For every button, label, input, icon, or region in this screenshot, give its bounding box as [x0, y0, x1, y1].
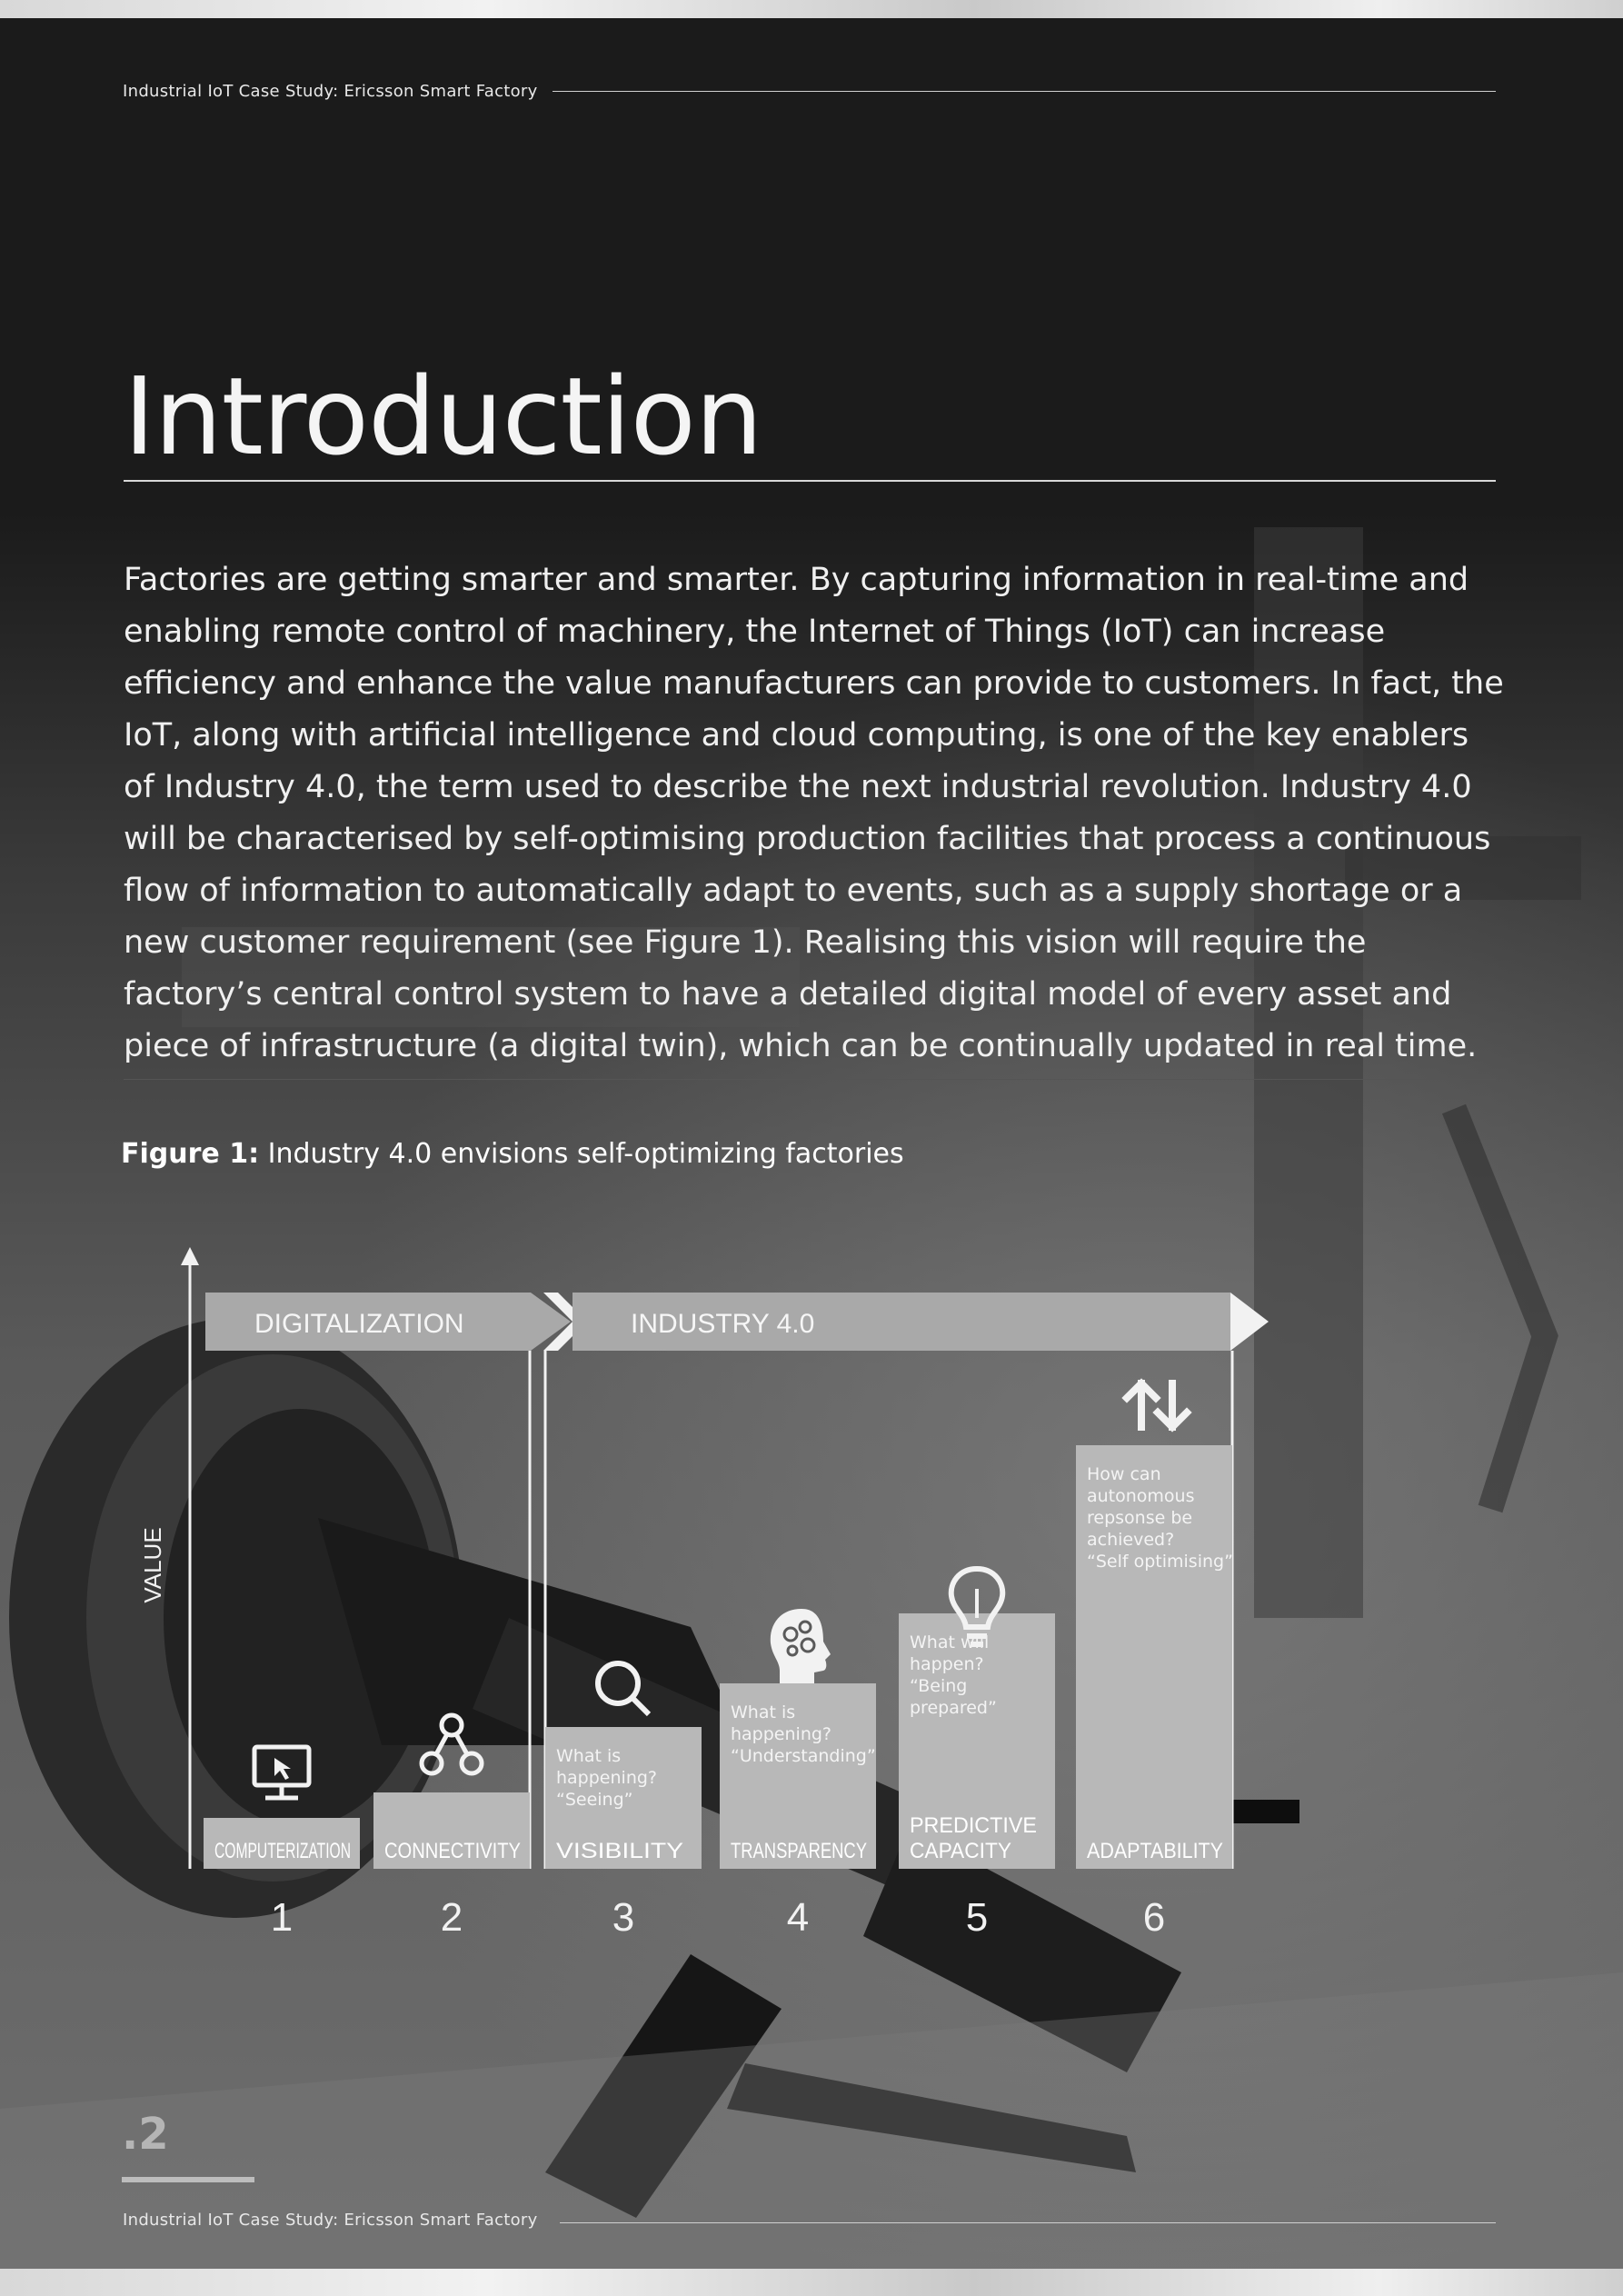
- stage-question-4: What is: [731, 1702, 796, 1722]
- up-down-arrows-icon: [1127, 1383, 1187, 1427]
- stage-number-6: 6: [1142, 1895, 1166, 1940]
- stage-question-6: How can: [1087, 1464, 1161, 1484]
- stage-question-5: prepared”: [910, 1698, 997, 1718]
- stage-question-3: What is: [556, 1746, 622, 1766]
- stage-question-6: achieved?: [1087, 1530, 1175, 1550]
- stage-number-5: 5: [965, 1895, 989, 1940]
- stage-number-4: 4: [786, 1895, 810, 1940]
- stage-label-6: ADAPTABILITY: [1087, 1839, 1223, 1863]
- stage-number-3: 3: [612, 1895, 635, 1940]
- stage-label-3: VISIBILITY: [556, 1839, 683, 1863]
- stage-label-4: TRANSPARENCY: [731, 1839, 867, 1863]
- bottom-edge-strip: [0, 2269, 1623, 2296]
- value-axis-arrowhead: [181, 1247, 199, 1265]
- stage-question-6: repsonse be: [1087, 1508, 1193, 1528]
- top-edge-strip: [0, 0, 1623, 18]
- head-gears-icon: [771, 1609, 831, 1683]
- stage-question-6: autonomous: [1087, 1486, 1195, 1506]
- stage-label-5: CAPACITY: [910, 1839, 1011, 1863]
- industry-4-diagram: [0, 1227, 1623, 1954]
- stage-bars: [204, 1445, 1233, 1940]
- digitalization-label: DIGITALIZATION: [254, 1309, 464, 1339]
- intro-paragraph: Factories are getting smarter and smarter. By capturing information in real-time and enabling remote control of machinery, the Internet of Things (IoT) can increase efficiency and enhance the value manufacturers can provide to customers. In fact, the IoT, along with artificial intelligence and cloud computing, is one of the key enablers of Industry 4.0, the term used to describe the next industrial revolution. Industry 4.0 will be characterised by self-optimising production facilities that process a continuous flow of information to automatically adapt to events, such as a supply shortage or a new customer requirement (see Figure 1). Realising this vision will require the factory’s central control system to have a detailed digital model of every asset and piece of infrastructure (a digital twin), which can be continually updated in real time.: [124, 562, 1504, 1064]
- stage-question-4: happening?: [731, 1724, 832, 1744]
- intro-rule: [124, 1079, 1496, 1080]
- stage-label-5: PREDICTIVE: [910, 1813, 1037, 1838]
- footer-rule: [560, 2222, 1496, 2223]
- page: [0, 18, 1623, 2269]
- running-head-rule: [553, 91, 1496, 92]
- stage-question-6: “Self optimising”: [1087, 1552, 1233, 1572]
- network-icon: [422, 1715, 482, 1773]
- page-number-bar: [122, 2177, 254, 2182]
- stage-question-3: “Seeing”: [556, 1790, 633, 1810]
- stage-number-1: 1: [270, 1895, 294, 1940]
- end-chevron: [1230, 1293, 1269, 1351]
- stage-question-4: “Understanding”: [731, 1746, 876, 1766]
- stage-label-2: CONNECTIVITY: [384, 1839, 521, 1863]
- magnifier-icon: [598, 1663, 649, 1714]
- running-head: Industrial IoT Case Study: Ericsson Smart Factory: [123, 82, 538, 101]
- value-axis-label: VALUE: [139, 1527, 166, 1603]
- industry-4-label: INDUSTRY 4.0: [631, 1309, 815, 1339]
- figure-caption-text: Industry 4.0 envisions self-optimizing factories: [267, 1138, 904, 1170]
- stage-label-1: COMPUTERIZATION: [214, 1839, 351, 1863]
- stage-question-3: happening?: [556, 1768, 658, 1788]
- footer-text: Industrial IoT Case Study: Ericsson Smart Factory: [123, 2211, 538, 2230]
- stage-question-5: What will: [910, 1632, 990, 1652]
- figure-label: Figure 1:: [121, 1138, 260, 1170]
- title-rule: [124, 480, 1496, 482]
- monitor-icon: [254, 1747, 309, 1798]
- page-title: Introduction: [124, 354, 762, 480]
- page-number: .2: [122, 2109, 169, 2160]
- figure-caption: [121, 1138, 904, 1170]
- stage-question-5: “Being: [910, 1676, 968, 1696]
- stage-question-5: happen?: [910, 1654, 984, 1674]
- stage-number-2: 2: [440, 1895, 463, 1940]
